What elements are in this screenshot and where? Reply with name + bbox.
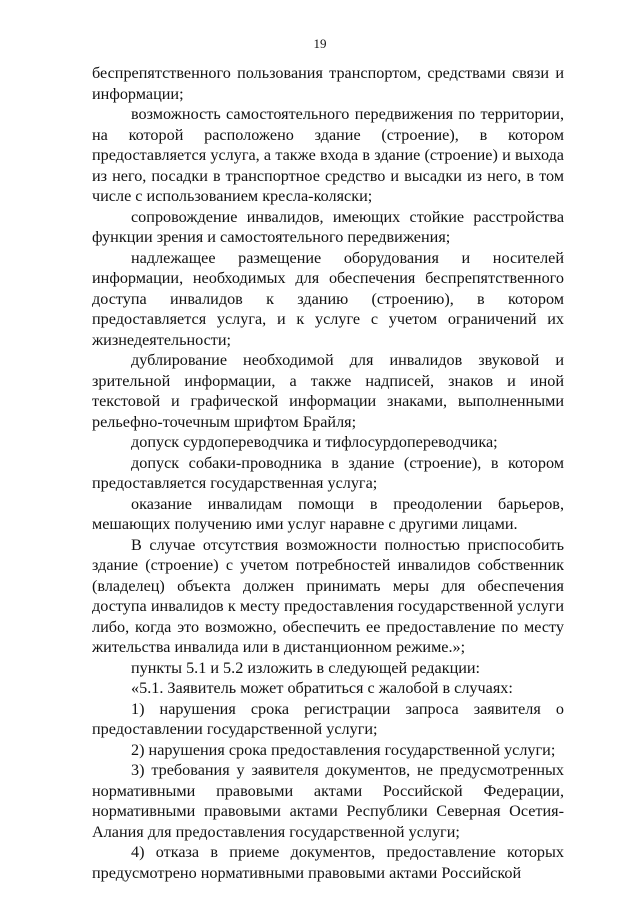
paragraph: надлежащее размещение оборудования и носителей информации, необходимых для обеспечения беспрепятственного доступа инвалидов к зданию (строению), в котором предоставляется услуга, и к услуге с учетом ограничений их жизнедеятельности; [92, 248, 564, 349]
paragraph: 4) отказа в приеме документов, предоставление которых предусмотрено нормативными правовыми актами Российской [92, 843, 564, 882]
paragraph: «5.1. Заявитель может обратиться с жалобой в случаях: [131, 679, 513, 697]
page-number: 19 [313, 36, 327, 51]
paragraph: 1) нарушения срока регистрации запроса заявителя о предоставлении государственной услуги; [92, 699, 564, 738]
paragraph: сопровождение инвалидов, имеющих стойкие расстройства функции зрения и самостоятельного передвижения; [92, 207, 564, 246]
paragraph: В случае отсутствия возможности полностью приспособить здание (строение) с учетом потребностей инвалидов собственник (владелец) объекта должен принимать меры для обеспечения доступа инвалидов к месту предоставления государственной услуги либо, когда это возможно, обеспечить ее предоставление по месту жительства инвалида или в дистанционном режиме.»; [92, 535, 564, 656]
paragraph: пункты 5.1 и 5.2 изложить в следующей редакции: [131, 658, 481, 677]
paragraph: дублирование необходимой для инвалидов звуковой и зрительной информации, а также надписей, знаков и иной текстовой и графической информации знаками, выполненными рельефно-точечным шрифтом Брайля; [92, 351, 564, 431]
paragraph: допуск собаки-проводника в здание (строение), в котором предоставляется государственная услуга; [92, 453, 564, 492]
paragraph: беспрепятственного пользования транспортом, средствами связи и информации; [92, 64, 564, 103]
paragraph: допуск сурдопереводчика и тифлосурдопереводчика; [131, 433, 498, 451]
paragraph: возможность самостоятельного передвижения по территории, на которой расположено здание (строение), в котором предоставляется услуга, а также входа в здание (строение) и выхода из него, посадки в транспортное средство и высадки из него, в том числе с использованием кресла-коляски; [92, 105, 564, 205]
paragraph: 2) нарушения срока предоставления государственной услуги; [131, 740, 556, 759]
paragraph: 3) требования у заявителя документов, не предусмотренных нормативными правовыми актами Российской Федерации, нормативными правовыми актами Республики Северная Осетия-Алания для предоставления государственной услуги; [92, 761, 564, 841]
paragraph: оказание инвалидам помощи в преодолении барьеров, мешающих получению ими услуг наравне с другими лицами. [92, 494, 564, 533]
document-body [92, 63, 564, 883]
